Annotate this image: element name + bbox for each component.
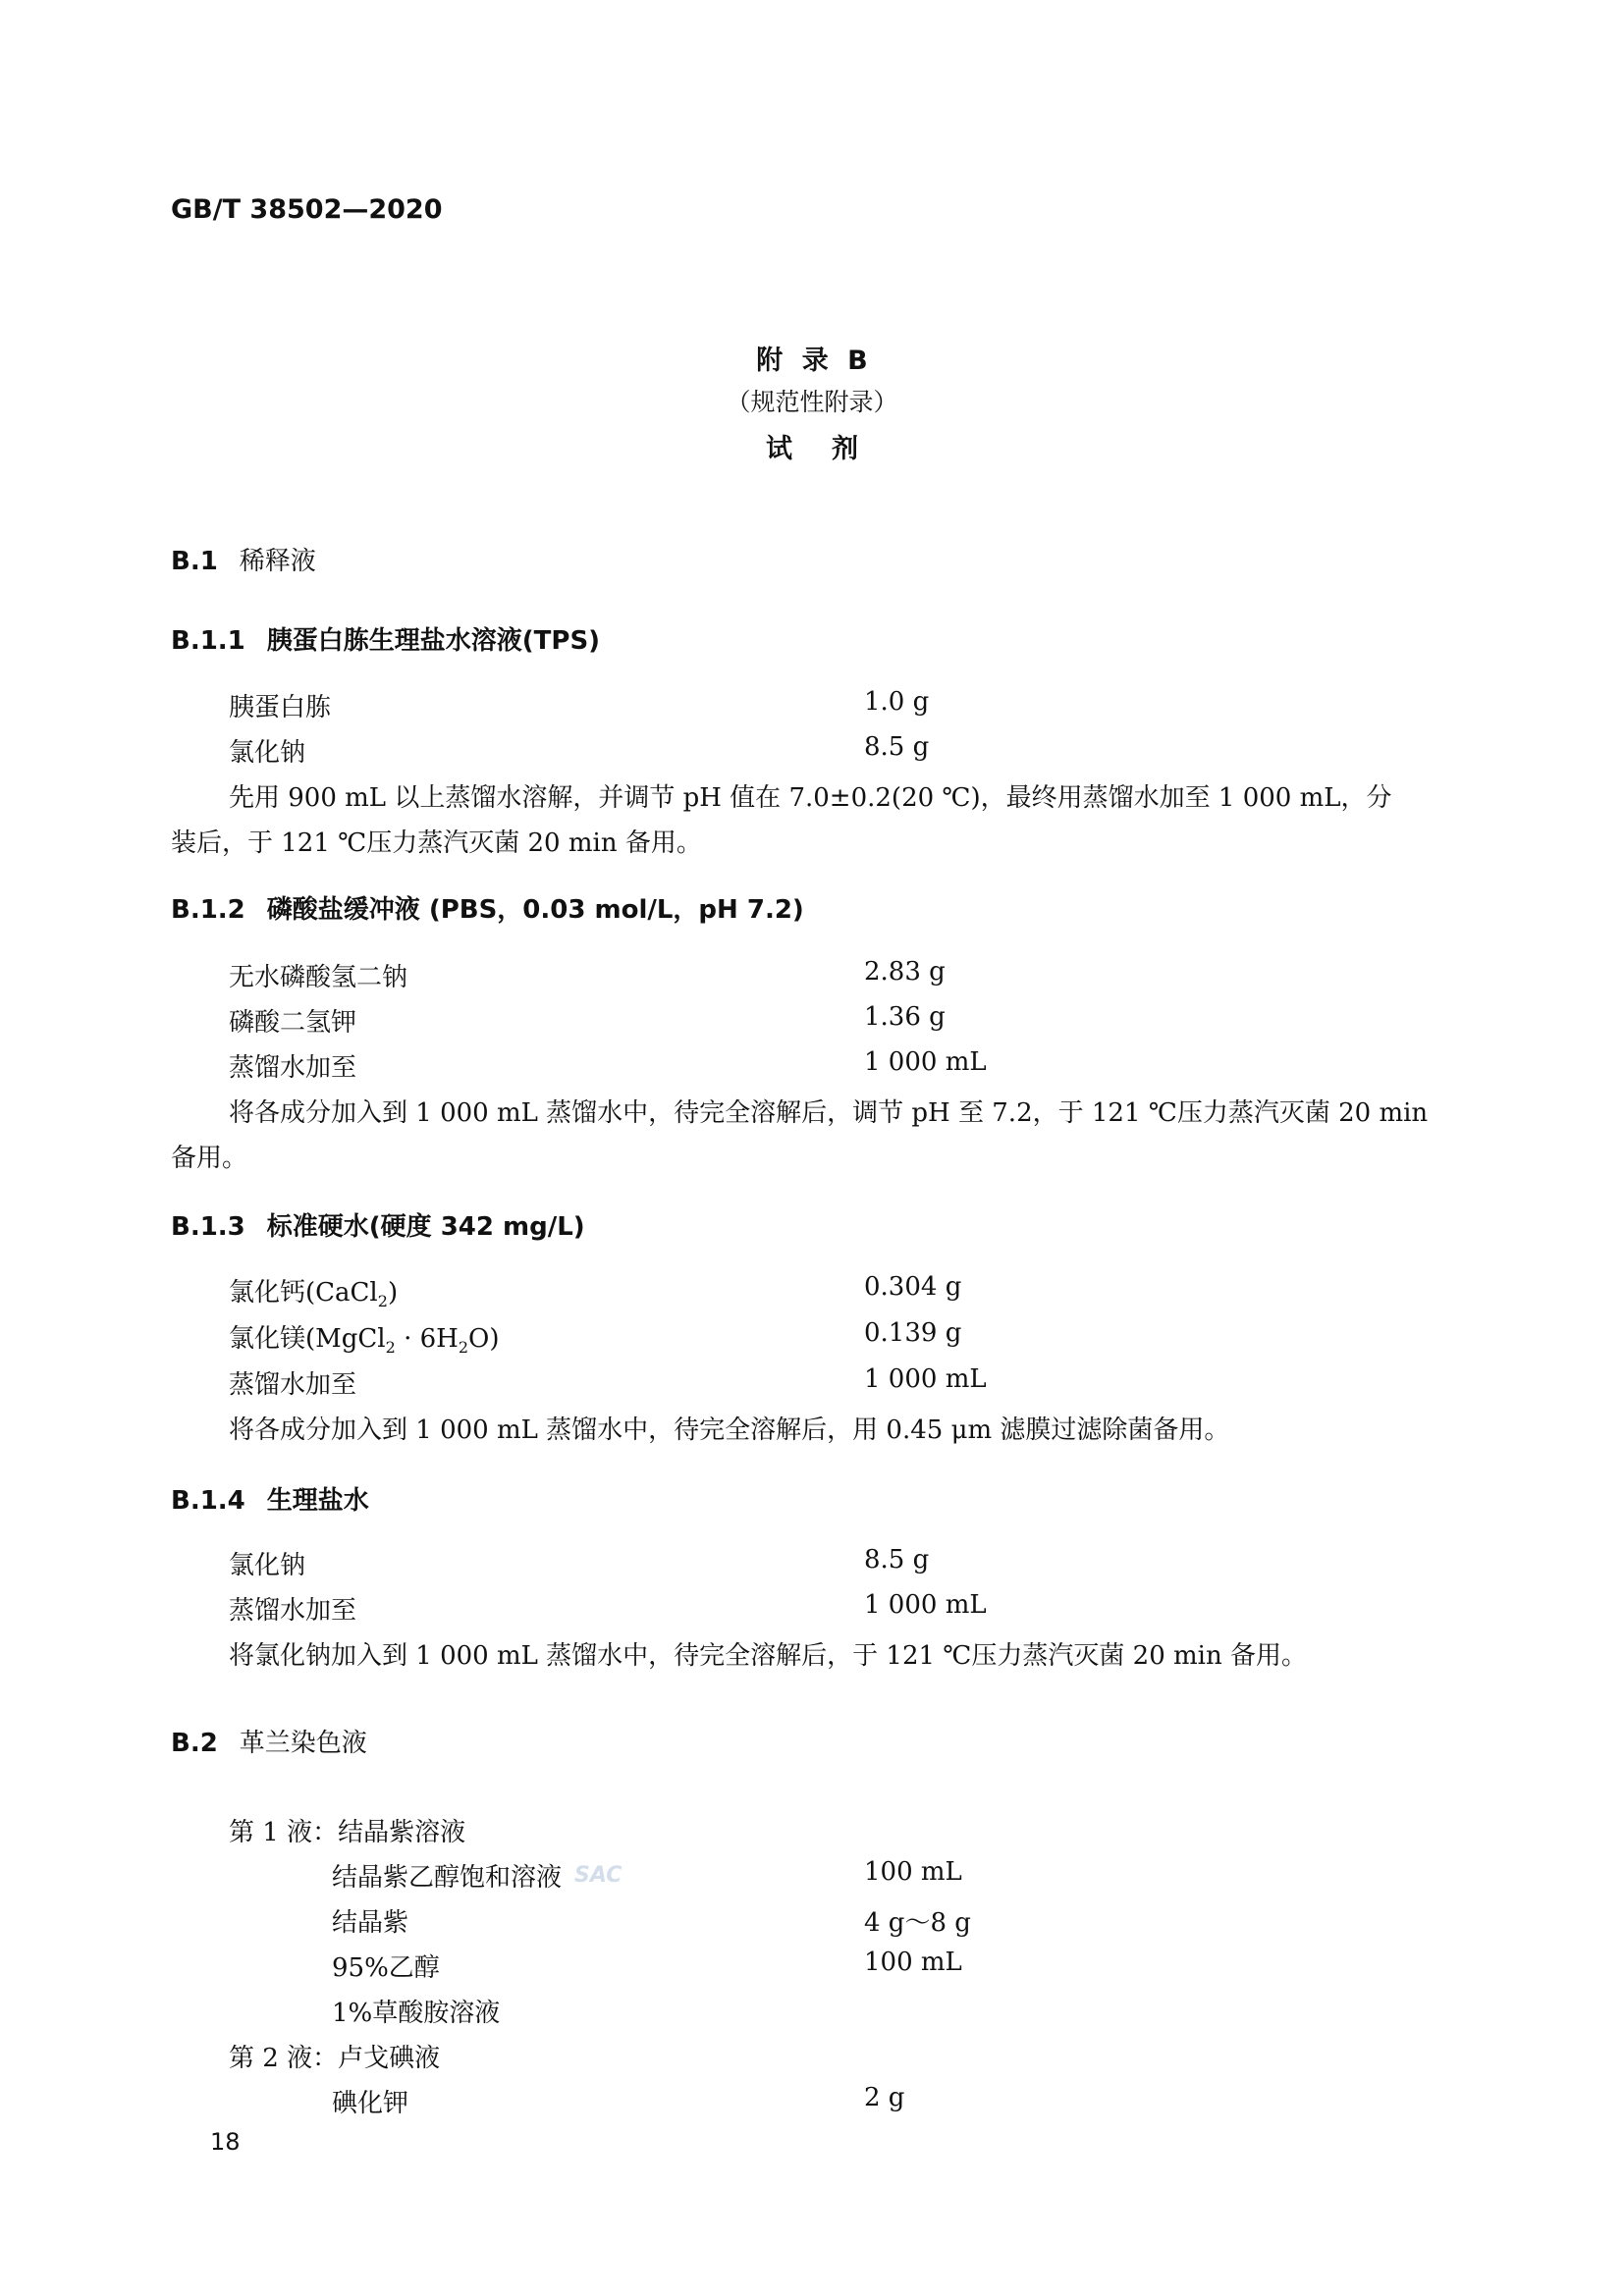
section-title: 革兰染色液 (239, 1729, 367, 1758)
ingredient-amount: 0.304 g (864, 1272, 962, 1302)
ingredient-name: 蒸馏水加至 (229, 1053, 357, 1083)
section-title: 标准硬水(硬度 342 mg/L) (266, 1212, 585, 1242)
section-number: B.1 (171, 547, 218, 576)
ingredient-amount: 1 000 mL (864, 1364, 987, 1394)
ingredient-name: 碘化钾 (332, 2089, 409, 2118)
page-number: 18 (210, 2128, 241, 2156)
ingredient-amount: 8.5 g (864, 732, 930, 762)
appendix-type: （规范性附录） (726, 388, 898, 416)
appendix-title: 附 录 B (756, 346, 868, 376)
ingredient-name: 95%乙醇 (332, 1953, 440, 1983)
ingredient-amount: 0.139 g (864, 1318, 962, 1348)
ingredient-name: 无水磷酸氢二钠 (229, 963, 408, 992)
ingredient-name-mid: · 6H (395, 1324, 459, 1354)
ingredient-name (229, 1272, 398, 1310)
watermark-logo: SAC (574, 1863, 623, 1888)
liquid-label: 第 2 液：卢戈碘液 (229, 2044, 441, 2073)
ingredient-name: 1%草酸胺溶液 (332, 1999, 501, 2028)
ingredient-name: 蒸馏水加至 (229, 1370, 357, 1400)
section-number: B.1.4 (171, 1486, 245, 1516)
subscript: 2 (458, 1338, 469, 1358)
section-title: 生理盐水 (266, 1486, 369, 1516)
ingredient-name: 氯化钠 (229, 1551, 306, 1580)
subscript: 2 (377, 1292, 388, 1311)
section-b1-heading (171, 541, 316, 577)
ingredient-amount: 100 mL (864, 1948, 962, 1977)
section-title: 稀释液 (239, 547, 316, 576)
procedure-text: 备用。 (171, 1144, 248, 1173)
ingredient-name: 氯化钠 (229, 738, 306, 768)
section-b12-heading (171, 889, 804, 926)
ingredient-name-main: 氯化钙(CaCl (229, 1278, 378, 1308)
ingredient-amount: 4 g～8 g (864, 1908, 971, 1938)
section-b13-heading (171, 1206, 585, 1243)
ingredient-name-tail: O) (468, 1324, 500, 1354)
ingredient-name-tail: ) (387, 1278, 399, 1308)
ingredient-amount: 8.5 g (864, 1545, 930, 1575)
section-b11-heading (171, 620, 600, 657)
ingredient-name-main: 氯化镁(MgCl (229, 1324, 386, 1354)
ingredient-amount: 1 000 mL (864, 1590, 987, 1620)
appendix-subject: 试剂 (766, 434, 897, 464)
section-b14-heading (171, 1480, 369, 1517)
ingredient-amount: 100 mL (864, 1857, 962, 1887)
ingredient-name: 结晶紫 (332, 1908, 409, 1938)
ingredient-name (229, 1318, 499, 1357)
ingredient-amount: 2.83 g (864, 957, 946, 987)
procedure-text: 装后，于 121 ℃压力蒸汽灭菌 20 min 备用。 (171, 828, 702, 858)
section-title: 胰蛋白胨生理盐水溶液(TPS) (266, 626, 601, 656)
section-number: B.1.1 (171, 626, 245, 656)
procedure-text: 将各成分加入到 1 000 mL 蒸馏水中，待完全溶解后，调节 pH 至 7.2，于 121 ℃压力蒸汽灭菌 20 min (229, 1098, 1429, 1128)
procedure-text: 将氯化钠加入到 1 000 mL 蒸馏水中，待完全溶解后，于 121 ℃压力蒸汽灭菌 20 min 备用。 (229, 1641, 1307, 1671)
ingredient-name: 胰蛋白胨 (229, 693, 332, 722)
ingredient-amount: 1 000 mL (864, 1047, 987, 1077)
ingredient-name: 结晶紫乙醇饱和溶液 (332, 1863, 563, 1893)
procedure-text: 将各成分加入到 1 000 mL 蒸馏水中，待完全溶解后，用 0.45 μm 滤膜过滤除菌备用。 (229, 1415, 1230, 1445)
section-title: 磷酸盐缓冲液 (PBS，0.03 mol/L，pH 7.2) (266, 895, 804, 925)
section-number: B.2 (171, 1729, 218, 1758)
section-number: B.1.3 (171, 1212, 245, 1242)
section-b2-heading (171, 1723, 367, 1759)
ingredient-name: 磷酸二氢钾 (229, 1008, 357, 1038)
standard-number: GB/T 38502—2020 (171, 194, 443, 225)
section-number: B.1.2 (171, 895, 245, 925)
subscript: 2 (385, 1338, 396, 1358)
ingredient-amount: 1.36 g (864, 1002, 946, 1032)
ingredient-name: 蒸馏水加至 (229, 1596, 357, 1626)
liquid-label: 第 1 液：结晶紫溶液 (229, 1818, 466, 1847)
ingredient-amount: 2 g (864, 2083, 905, 2112)
ingredient-amount: 1.0 g (864, 687, 930, 717)
procedure-text: 先用 900 mL 以上蒸馏水溶解，并调节 pH 值在 7.0±0.2(20 ℃)，最终用蒸馏水加至 1 000 mL，分 (229, 783, 1392, 813)
